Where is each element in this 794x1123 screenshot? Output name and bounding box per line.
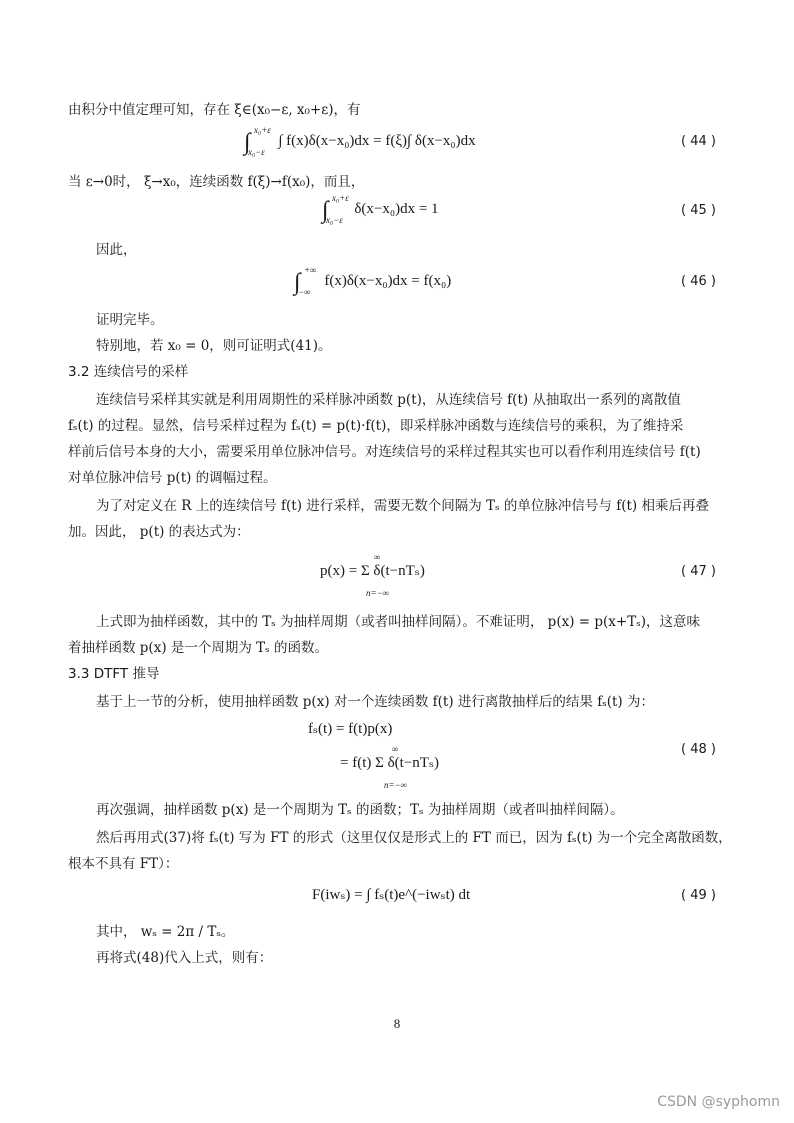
paragraph-sampling-function-line-1: 上式即为抽样函数，其中的 Tₛ 为抽样周期（或者叫抽样间隔）。不难证明， p(x) = p(x+Tₛ)，这意味: [96, 614, 701, 630]
source-watermark: CSDN @syphomn: [657, 1094, 780, 1110]
equation-46: [294, 264, 452, 297]
paragraph-ft-form-line-1: 然后再用式(37)将 fₛ(t) 写为 FT 的形式（这里仅仅是形式上的 FT 而已，因为 fₛ(t) 为一个完全离散函数，: [96, 830, 732, 846]
summation-upper-limit: ∞: [374, 552, 381, 562]
equation-45-body: δ(x−x₀)dx = 1: [354, 201, 439, 217]
section-heading-3-2: 3.2 连续信号的采样: [68, 364, 189, 380]
equation-47-body: p(x) = Σ δ(t−nTₛ): [320, 563, 425, 579]
equation-45: [322, 192, 439, 225]
equation-49: F(iwₛ) = ∫ fₛ(t)e^(−iwₛt) dt: [312, 887, 471, 903]
paragraph-mean-value-theorem: 由积分中值定理可知，存在 ξ∈(x₀−ε, x₀+ε)，有: [68, 102, 361, 118]
page-number: 8: [393, 1016, 401, 1031]
equation-number-47: ( 47 ): [681, 564, 716, 579]
paragraph-therefore: 因此，: [96, 242, 137, 258]
paragraph-substitute: 再将式(48)代入上式，则有：: [96, 950, 273, 966]
equation-44: [244, 124, 476, 157]
integral-sign: ∫ x₀+ε x₀−ε: [322, 199, 329, 221]
equation-47: [320, 560, 425, 582]
equation-number-49: ( 49 ): [681, 888, 716, 903]
equation-48-line-2: = f(t) Σ δ(t−nTₛ): [340, 755, 439, 771]
paragraph-sampling-line-3: 样前后信号本身的大小，需要采用单位脉冲信号。对连续信号的采样过程其实也可以看作利用连续信号 f(t): [68, 444, 701, 460]
integral-sign: ∫ +∞ −∞: [294, 271, 301, 293]
summation-upper-limit: ∞: [392, 744, 399, 754]
integral-lower-limit: x₀−ε: [248, 146, 265, 157]
paragraph-dtft-intro: 基于上一节的分析，使用抽样函数 p(x) 对一个连续函数 f(t) 进行离散抽样后的结果 fₛ(t) 为：: [96, 694, 654, 710]
equation-46-body: f(x)δ(x−x₀)dx = f(x₀): [324, 273, 452, 289]
paragraph-proof-done: 证明完毕。: [96, 312, 164, 328]
integral-upper-limit: x₀+ε: [254, 124, 271, 135]
paragraph-impulse-line-1: 为了对定义在 R 上的连续信号 f(t) 进行采样，需要无数个间隔为 Tₛ 的单位脉冲信号与 f(t) 相乘后再叠: [96, 498, 709, 514]
paragraph-emphasis: 再次强调，抽样函数 p(x) 是一个周期为 Tₛ 的函数；Tₛ 为抽样周期（或者叫抽样间隔）。: [96, 802, 624, 818]
equation-44-body: ∫ f(x)δ(x−x₀)dx = f(ξ)∫ δ(x−x₀)dx: [278, 133, 476, 149]
summation-lower-limit: n=−∞: [384, 780, 408, 790]
paragraph-sampling-function-line-2: 着抽样函数 p(x) 是一个周期为 Tₛ 的函数。: [68, 640, 329, 656]
integral-upper-limit: x₀+ε: [332, 192, 349, 203]
equation-number-44: ( 44 ): [681, 134, 716, 149]
paragraph-ft-form-line-2: 根本不具有 FT）：: [68, 856, 179, 872]
integral-lower-limit: −∞: [298, 286, 311, 297]
equation-number-45: ( 45 ): [681, 203, 716, 218]
equation-number-48: ( 48 ): [681, 742, 716, 757]
paragraph-epsilon-limit: 当 ε→0时， ξ→x₀，连续函数 f(ξ)→f(x₀)，而且，: [68, 174, 365, 190]
integral-upper-limit: +∞: [304, 264, 317, 275]
equation-48-line-1: fₛ(t) = f(t)p(x): [308, 721, 393, 737]
paragraph-sampling-line-4: 对单位脉冲信号 p(t) 的调幅过程。: [68, 470, 277, 486]
integral-lower-limit: x₀−ε: [326, 214, 343, 225]
paragraph-impulse-line-2: 加。因此， p(t) 的表达式为：: [68, 524, 250, 540]
paragraph-special-case: 特别地，若 x₀ = 0，则可证明式(41)。: [96, 338, 332, 354]
equation-number-46: ( 46 ): [681, 274, 716, 289]
integral-sign: ∫ x₀+ε x₀−ε: [244, 131, 251, 153]
paragraph-sampling-line-2: fₛ(t) 的过程。显然，信号采样过程为 fₛ(t) = p(t)·f(t)，即采样脉冲函数与连续信号的乘积，为了维持采: [68, 418, 684, 434]
summation-lower-limit: n=−∞: [366, 588, 390, 598]
section-heading-3-3: 3.3 DTFT 推导: [68, 666, 160, 682]
paragraph-where: 其中， wₛ = 2π / Tₛ。: [96, 924, 235, 940]
paragraph-sampling-line-1: 连续信号采样其实就是利用周期性的采样脉冲函数 p(t)，从连续信号 f(t) 从抽取出一系列的离散值: [96, 392, 681, 408]
